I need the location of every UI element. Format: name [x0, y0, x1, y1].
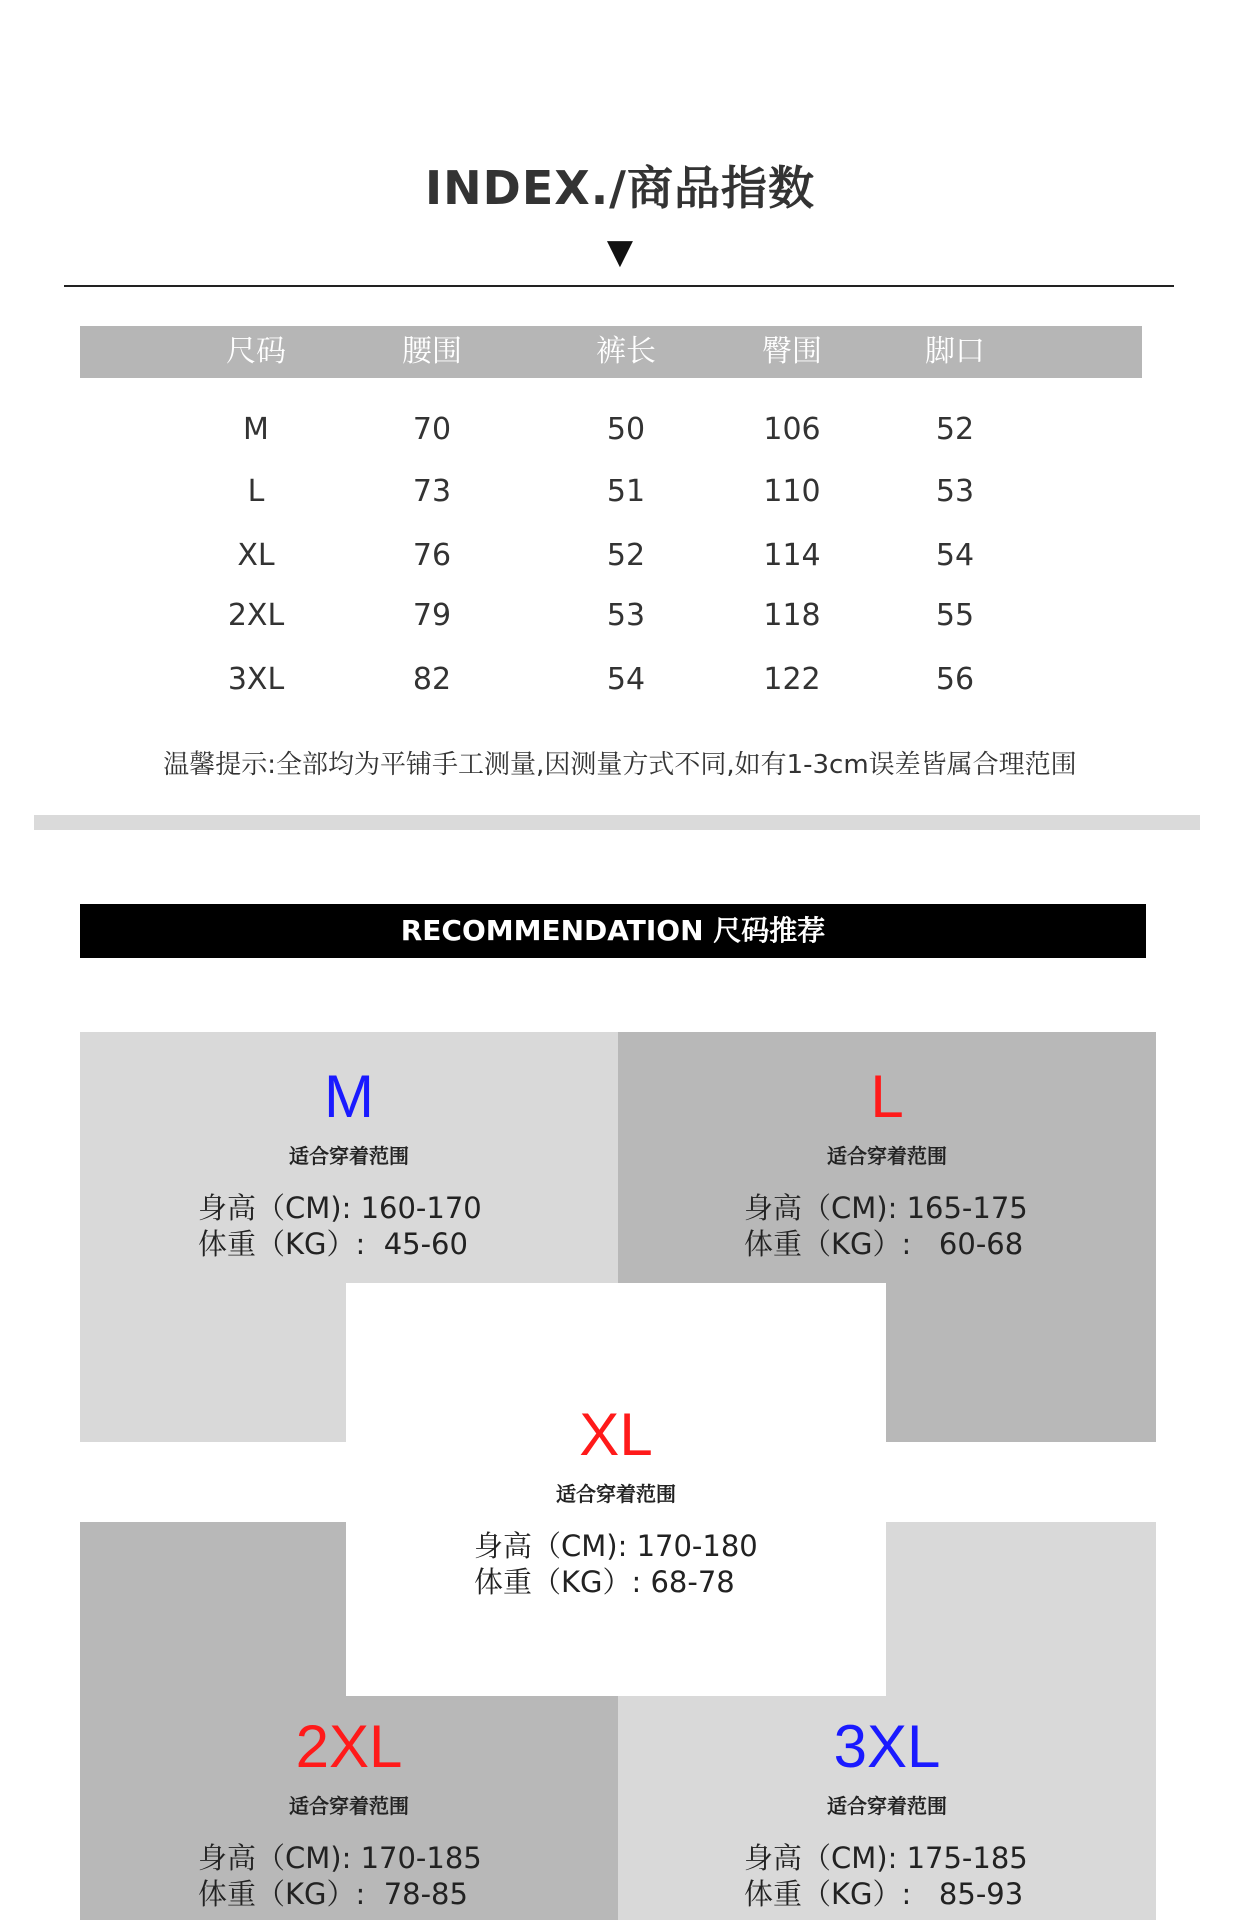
column-header: 臀围	[762, 334, 822, 369]
table-cell: 52	[606, 538, 646, 573]
table-cell: M	[243, 412, 269, 447]
weight-range: 体重（KG）: 85-93	[744, 1877, 1024, 1911]
height-range: 身高（CM): 170-185	[198, 1841, 482, 1875]
page-title: INDEX./商品指数	[425, 161, 815, 215]
column-header: 裤长	[596, 334, 656, 369]
fit-range-label: 适合穿着范围	[556, 1482, 676, 1506]
measurement-tip: 温馨提示:全部均为平铺手工测量,因测量方式不同,如有1-3cm误差皆属合理范围	[163, 750, 1077, 780]
table-cell: 70	[412, 412, 452, 447]
height-range: 身高（CM): 160-170	[198, 1191, 482, 1225]
column-header: 腰围	[402, 334, 462, 369]
size-label: XL	[579, 1401, 653, 1468]
height-range: 身高（CM): 170-180	[474, 1529, 758, 1563]
table-cell: 82	[412, 662, 452, 697]
fit-range-label: 适合穿着范围	[827, 1144, 947, 1168]
table-cell: 53	[606, 598, 646, 633]
table-cell: 110	[763, 474, 821, 509]
size-label: 3XL	[833, 1713, 941, 1780]
size-label: 2XL	[295, 1713, 403, 1780]
weight-range: 体重（KG）: 78-85	[198, 1877, 468, 1911]
size-label: L	[870, 1063, 904, 1130]
weight-range: 体重（KG）: 60-68	[744, 1227, 1024, 1261]
fit-range-label: 适合穿着范围	[289, 1144, 409, 1168]
column-header: 尺码	[226, 334, 286, 369]
table-cell: 76	[412, 538, 452, 573]
table-cell: L	[247, 474, 265, 509]
weight-range: 体重（KG）: 45-60	[198, 1227, 468, 1261]
table-header	[80, 326, 1142, 378]
down-arrow-icon: ▼	[606, 232, 634, 272]
table-cell: 51	[606, 474, 646, 509]
table-cell: 54	[606, 662, 646, 697]
table-cell: 73	[412, 474, 452, 509]
table-cell: XL	[237, 538, 275, 573]
column-header: 脚口	[925, 334, 985, 369]
size-label: M	[324, 1063, 374, 1130]
table-cell: 53	[935, 474, 975, 509]
table-cell: 56	[935, 662, 975, 697]
table-cell: 55	[935, 598, 975, 633]
table-cell: 114	[763, 538, 821, 573]
table-cell: 50	[606, 412, 646, 447]
table-cell: 2XL	[227, 598, 285, 633]
height-range: 身高（CM): 175-185	[744, 1841, 1028, 1875]
table-cell: 106	[763, 412, 821, 447]
height-range: 身高（CM): 165-175	[744, 1191, 1028, 1225]
table-cell: 118	[763, 598, 821, 633]
table-cell: 52	[935, 412, 975, 447]
weight-range: 体重（KG）: 68-78	[474, 1565, 735, 1599]
recommendation-header: RECOMMENDATION 尺码推荐	[80, 904, 1146, 958]
table-cell: 54	[935, 538, 975, 573]
divider	[64, 285, 1174, 287]
fit-range-label: 适合穿着范围	[827, 1794, 947, 1818]
table-cell: 79	[412, 598, 452, 633]
section-divider	[34, 815, 1200, 830]
table-cell: 122	[763, 662, 821, 697]
fit-range-label: 适合穿着范围	[289, 1794, 409, 1818]
table-cell: 3XL	[227, 662, 285, 697]
